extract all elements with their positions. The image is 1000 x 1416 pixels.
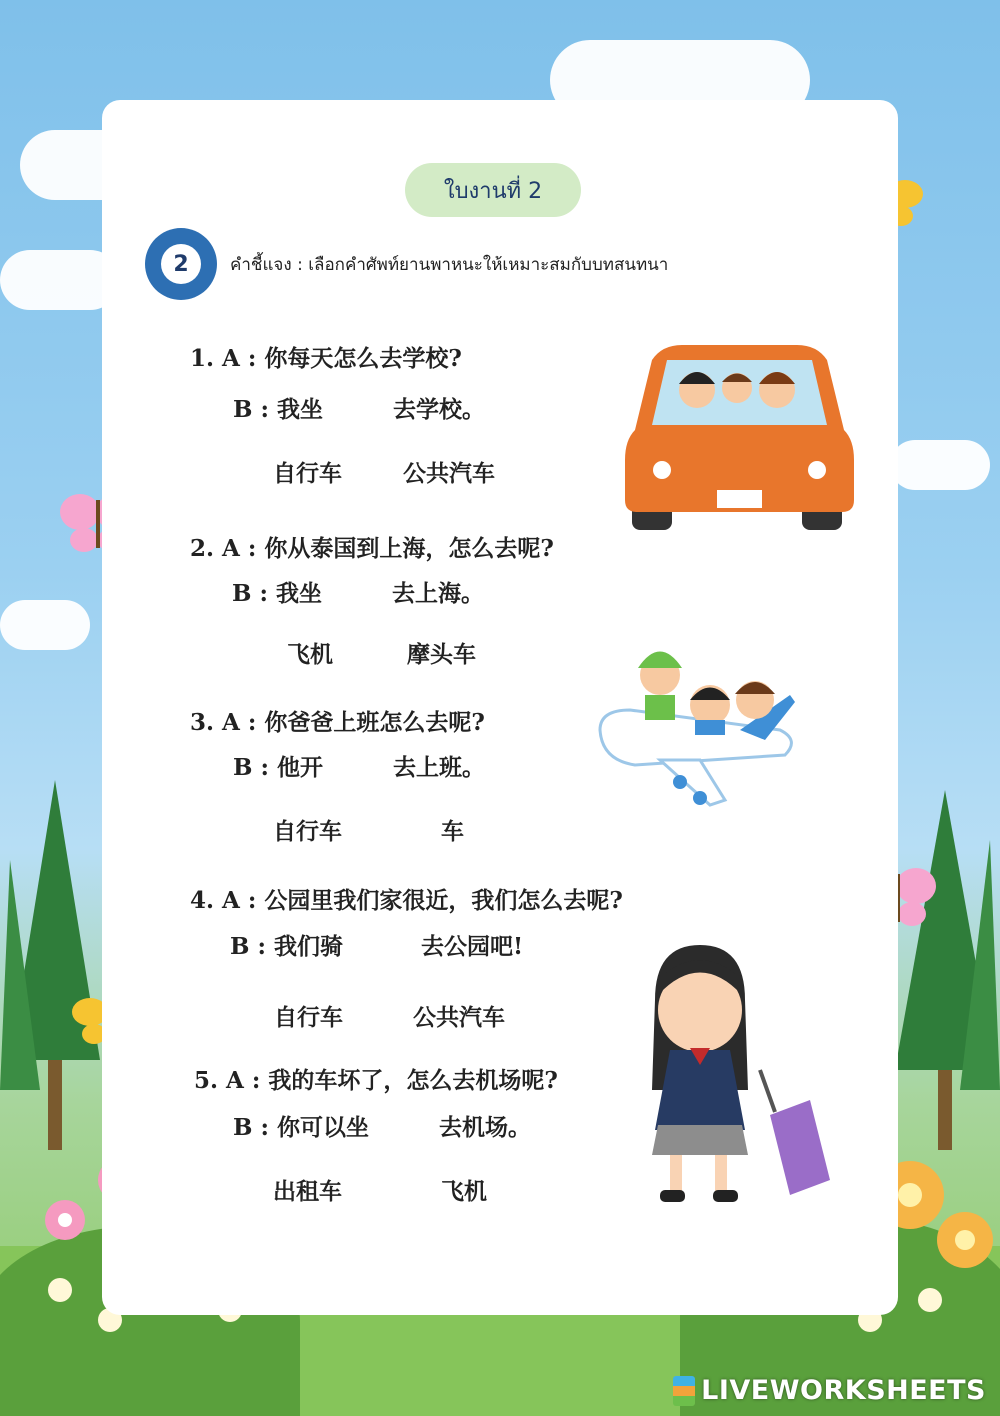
answer-suffix: 去上班。 <box>392 754 485 781</box>
answer-prefix: B : 我坐 <box>233 396 323 423</box>
option-5a[interactable]: 出租车 <box>273 1178 342 1205</box>
question-5-a: 5. A : 我的车坏了，怎么去机场呢? <box>194 1067 558 1094</box>
answer-prefix: B : 我们骑 <box>230 933 343 960</box>
section-number-badge <box>145 228 217 300</box>
answer-prefix: B : 我坐 <box>232 580 322 607</box>
option-4b[interactable]: 公共汽车 <box>413 1004 505 1031</box>
answer-suffix: 去学校。 <box>392 396 485 423</box>
answer-suffix: 去上海。 <box>391 580 484 607</box>
option-1a[interactable]: 自行车 <box>273 460 342 487</box>
cloud <box>890 440 990 490</box>
answer-prefix: B : 他开 <box>233 754 323 781</box>
option-3b[interactable]: 车 <box>441 818 464 845</box>
question-1-a: 1. A : 你每天怎么去学校? <box>190 345 462 372</box>
logo-text: LIVEWORKSHEETS <box>701 1375 986 1406</box>
answer-suffix: 去公园吧! <box>420 933 524 960</box>
option-5b[interactable]: 飞机 <box>441 1178 487 1205</box>
question-2-a: 2. A : 你从泰国到上海，怎么去呢? <box>190 535 554 562</box>
girl-with-suitcase-illustration <box>630 940 840 1210</box>
worksheet-title: ใบงานที่ 2 <box>405 163 581 217</box>
cloud <box>0 600 90 650</box>
liveworksheets-logo-icon <box>673 1376 695 1406</box>
answer-prefix: B : 你可以坐 <box>233 1114 369 1141</box>
question-4-b <box>230 928 523 961</box>
option-3a[interactable]: 自行车 <box>273 818 342 845</box>
question-2-b <box>232 575 484 608</box>
question-5-b <box>233 1109 531 1142</box>
question-1-b <box>233 391 485 424</box>
option-1b[interactable]: 公共汽车 <box>403 460 495 487</box>
question-3-b <box>233 749 485 782</box>
option-2b[interactable]: 摩头车 <box>407 641 476 668</box>
question-4-a: 4. A : 公园里我们家很近，我们怎么去呢? <box>190 887 623 914</box>
answer-suffix: 去机场。 <box>438 1114 531 1141</box>
section-number: 2 <box>161 244 201 284</box>
trees-right <box>880 760 1000 1160</box>
question-3-a: 3. A : 你爸爸上班怎么去呢? <box>190 709 485 736</box>
car-illustration <box>622 340 857 535</box>
option-2a[interactable]: 飞机 <box>287 641 333 668</box>
instruction-text: คำชี้แจง : เลือกคำศัพท์ยานพาหนะให้เหมาะสมกับบทสนทนา <box>230 255 669 275</box>
option-4a[interactable]: 自行车 <box>274 1004 343 1031</box>
liveworksheets-logo <box>673 1375 986 1406</box>
airplane-illustration <box>590 620 805 815</box>
